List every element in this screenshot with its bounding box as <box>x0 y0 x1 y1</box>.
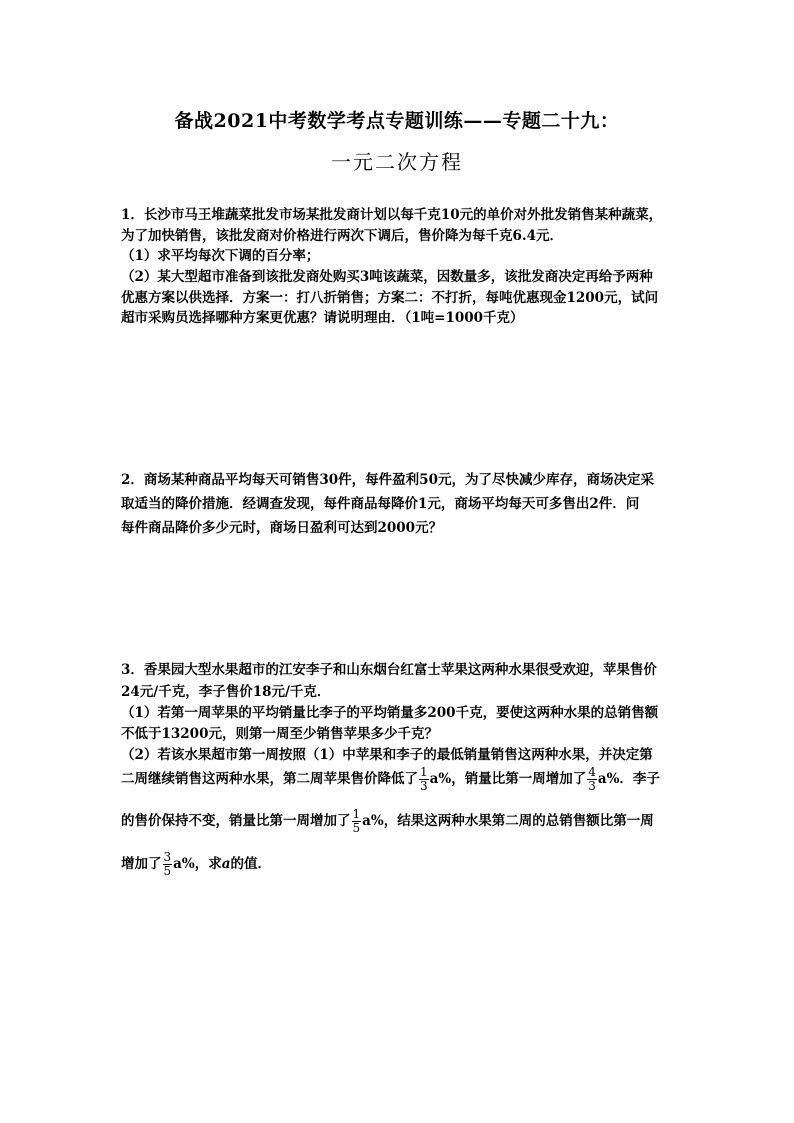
fraction-numerator: 4 <box>588 765 596 779</box>
q3-line-8-text-d: 的值． <box>230 856 271 872</box>
q2-line-2: 取适当的降价措施．经调查发现，每件商品每降价1元，商场平均每天可多售出2件．问 <box>121 496 640 512</box>
fraction-denominator: 5 <box>163 864 172 878</box>
q3-line-6-text-a: 二周继续销售这两种水果，第二周苹果售价降低了 <box>121 771 418 787</box>
q3-line-6 <box>121 766 660 793</box>
fraction-three-fifths <box>163 851 173 878</box>
fraction-four-thirds <box>587 766 597 793</box>
q3-line-3: （1）若第一周苹果的平均销量比李子的平均销量多200千克，要使这两种水果的总销售额 <box>121 705 659 721</box>
q2-line-3: 每件商品降价多少元时，商场日盈利可达到2000元？ <box>121 520 443 536</box>
fraction-numerator: 1 <box>420 765 428 779</box>
q1-line-2: 为了加快销售，该批发商对价格进行两次下调后，售价降为每千克6.4元． <box>121 228 563 244</box>
q1-line-6: 超市采购员选择哪种方案更优惠？请说明理由．（1吨=1000千克） <box>121 310 524 326</box>
q1-line-5: 优惠方案以供选择．方案一：打八折销售；方案二：不打折，每吨优惠现金1200元，试问 <box>121 290 659 306</box>
fraction-denominator: 3 <box>420 779 428 793</box>
q3-line-7-text-b: a%，结果这两种水果第二周的总销售额比第一周 <box>362 813 654 829</box>
q1-line-1: 1．长沙市马王堆蔬菜批发市场某批发商计划以每千克10元的单价对外批发销售某种蔬菜， <box>121 207 663 223</box>
fraction-numerator: 3 <box>163 850 172 864</box>
page-subtitle: 一元二次方程 <box>331 150 463 174</box>
q3-line-2: 24元/千克，李子售价18元/千克． <box>121 684 331 700</box>
fraction-one-fifth <box>352 808 362 835</box>
q3-line-6-text-b: a%，销量比第一周增加了 <box>429 771 587 787</box>
q3-line-4: 不低于13200元，则第一周至少销售苹果多少千克？ <box>121 726 438 742</box>
q3-line-8-text-a: 增加了 <box>121 856 162 872</box>
q3-line-8-text-b: a%，求 <box>173 856 222 872</box>
q1-line-3: （1）求平均每次下调的百分率； <box>121 248 320 264</box>
q3-line-5: （2）若该水果超市第一周按照（1）中苹果和李子的最低销量销售这两种水果，并决定第 <box>121 747 653 763</box>
q3-line-7-text-a: 的售价保持不变，销量比第一周增加了 <box>121 813 351 829</box>
page-title: 备战2021中考数学考点专题训练——专题二十九： <box>174 110 620 132</box>
q3-line-6-text-c: a%．李子 <box>597 771 660 787</box>
variable-a: a <box>221 856 231 872</box>
q1-line-4: （2）某大型超市准备到该批发商处购买3吨该蔬菜，因数量多，该批发商决定再给予两种 <box>121 269 653 285</box>
q3-line-8 <box>121 851 271 878</box>
fraction-denominator: 5 <box>352 821 361 835</box>
q2-line-1: 2．商场某种商品平均每天可销售30件，每件盈利50元，为了尽快减少库存，商场决定采 <box>121 472 654 488</box>
fraction-denominator: 3 <box>588 779 596 793</box>
fraction-numerator: 1 <box>352 807 361 821</box>
q3-line-1: 3．香果园大型水果超市的江安李子和山东烟台红富士苹果这两种水果很受欢迎，苹果售价 <box>121 662 657 678</box>
fraction-one-third <box>419 766 429 793</box>
q3-line-7 <box>121 808 654 835</box>
